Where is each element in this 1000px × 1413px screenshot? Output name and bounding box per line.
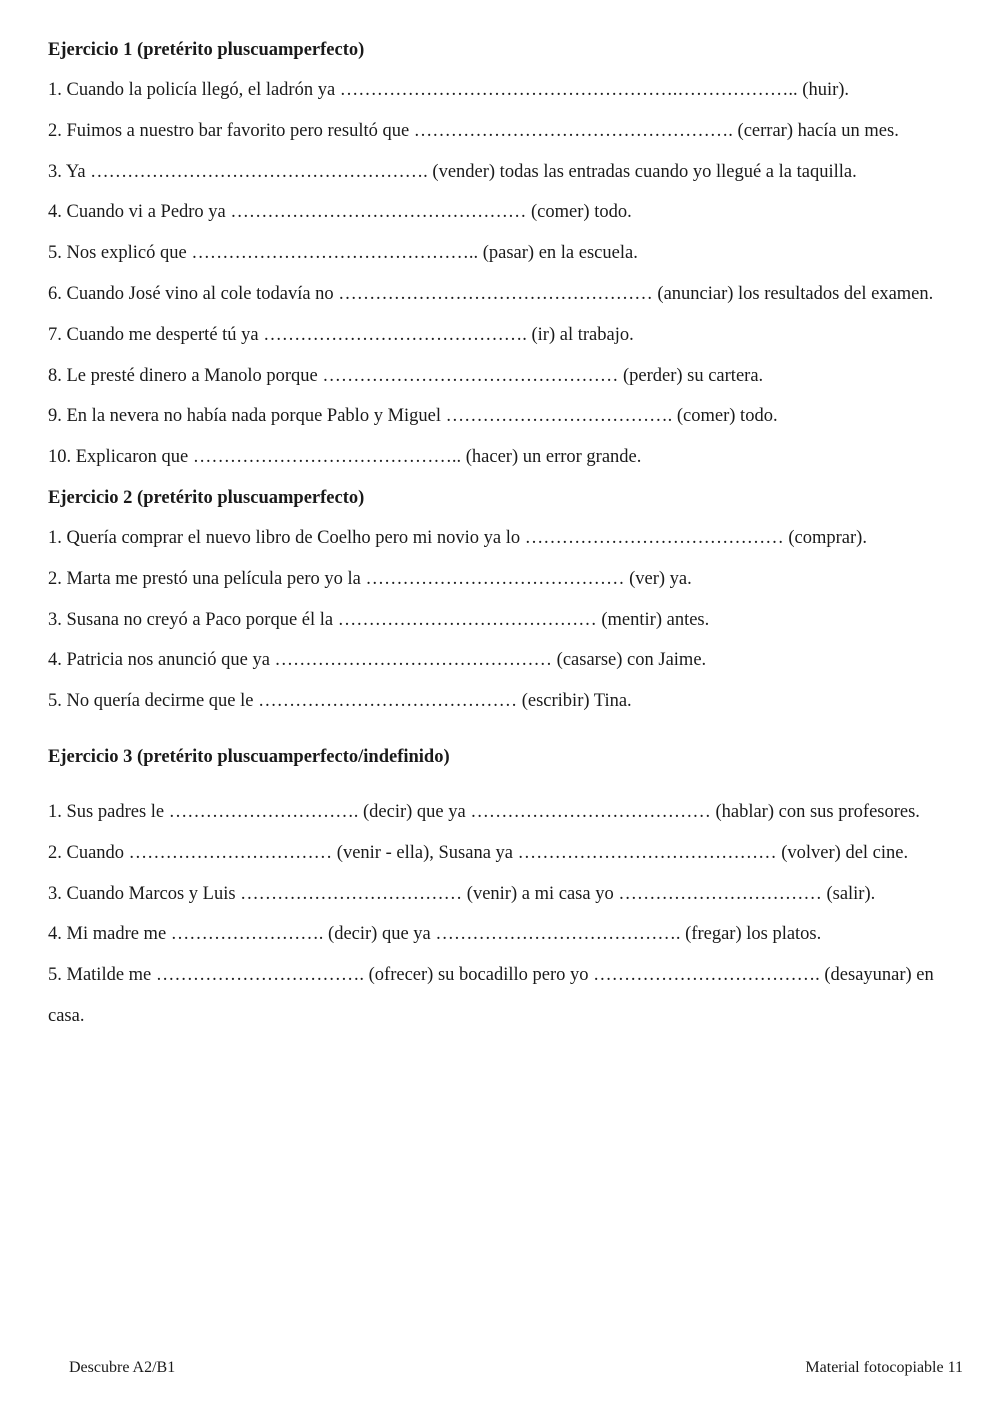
section-2-title: Ejercicio 2 (pretérito pluscuamperfecto) bbox=[48, 487, 365, 508]
section-spacer bbox=[48, 777, 960, 792]
exercise-1-item-10: 10. Explicaron que …………………………………….. (hacer) un error grande. bbox=[48, 447, 642, 468]
exercise-3-item-1: 1. Sus padres le …………………………. (decir) que ya ………………………………… (hablar) con sus profesores. bbox=[48, 801, 920, 822]
exercise-1-item-7: 7. Cuando me desperté tú ya ……………………………………. (ir) al trabajo. bbox=[48, 324, 634, 345]
exercise-1-item-9: 9. En la nevera no había nada porque Pablo y Miguel ………………………………. (comer) todo. bbox=[48, 406, 778, 427]
exercise-2-item-1: 1. Quería comprar el nuevo libro de Coelho pero mi novio ya lo …………………………………… (comprar). bbox=[48, 527, 867, 548]
exercise-2-item-4: 4. Patricia nos anunció que ya ……………………………………… (casarse) con Jaime. bbox=[48, 650, 707, 671]
worksheet bbox=[48, 30, 960, 1037]
exercise-1-item-4: 4. Cuando vi a Pedro ya ………………………………………… (comer) todo. bbox=[48, 202, 632, 223]
exercise-2-item-3: 3. Susana no creyó a Paco porque él la …………………………………… (mentir) antes. bbox=[48, 609, 710, 630]
footer-book-title: Descubre A2/B1 bbox=[69, 1359, 176, 1376]
exercise-1-item-6: 6. Cuando José vino al cole todavía no …………………………………………… (anunciar) los resultados del examen. bbox=[48, 283, 934, 304]
section-1-title: Ejercicio 1 (pretérito pluscuamperfecto) bbox=[48, 40, 365, 60]
footer-page-note: Material fotocopiable 11 bbox=[805, 1359, 963, 1376]
exercise-1-item-8: 8. Le presté dinero a Manolo porque ………………………………………… (perder) su cartera. bbox=[48, 365, 764, 386]
exercise-1-item-5: 5. Nos explicó que ……………………………………….. (pasar) en la escuela. bbox=[48, 243, 638, 264]
section-spacer bbox=[48, 722, 960, 737]
exercise-1-item-3: 3. Ya ………………………………………………. (vender) todas las entradas cuando yo llegué a la taquilla. bbox=[48, 161, 857, 182]
exercise-1-item-2: 2. Fuimos a nuestro bar favorito pero resultó que ……………………………………………. (cerrar) hacía un mes. bbox=[48, 120, 899, 141]
exercise-3-item-4: 4. Mi madre me ……………………. (decir) que ya …………………………………. (fregar) los platos. bbox=[48, 924, 822, 945]
exercise-3-item-3: 3. Cuando Marcos y Luis ……………………………… (venir) a mi casa yo …………………………… (salir). bbox=[48, 883, 876, 904]
section-3-title: Ejercicio 3 (pretérito pluscuamperfecto/indefinido) bbox=[48, 746, 450, 767]
exercise-2-item-5: 5. No quería decirme que le …………………………………… (escribir) Tina. bbox=[48, 691, 632, 712]
exercise-3-item-2: 2. Cuando …………………………… (venir - ella), Susana ya …………………………………… (volver) del cine. bbox=[48, 842, 909, 863]
exercise-1-item-1: 1. Cuando la policía llegó, el ladrón ya ……………………………………………….……………….. (huir). bbox=[48, 80, 850, 100]
exercise-2-item-2: 2. Marta me prestó una película pero yo la …………………………………… (ver) ya. bbox=[48, 568, 692, 589]
exercise-3-item-5: 5. Matilde me ……………………………. (ofrecer) su bocadillo pero yo ………………………………. (desayunar) en casa. bbox=[48, 965, 934, 1026]
